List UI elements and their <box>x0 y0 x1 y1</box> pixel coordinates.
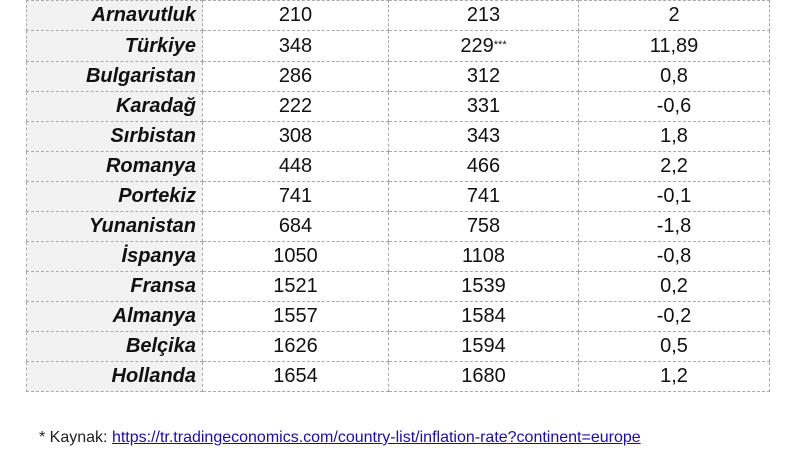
value-cell-col1: 286 <box>203 62 389 92</box>
data-table-container <box>26 0 769 392</box>
country-name-cell: Hollanda <box>27 362 203 392</box>
table-row <box>27 242 770 272</box>
country-name-cell: Belçika <box>27 332 203 362</box>
value-cell-col3: -0,6 <box>579 92 770 122</box>
value-cell-col1: 210 <box>203 1 389 31</box>
country-name-cell: Portekiz <box>27 182 203 212</box>
value-cell-col2 <box>389 362 579 392</box>
value-cell-col2-text: 1680 <box>461 365 506 387</box>
value-cell-col1: 308 <box>203 122 389 152</box>
value-cell-col2-text: 229 <box>460 35 494 57</box>
value-cell-col3: 2,2 <box>579 152 770 182</box>
source-footnote <box>39 428 641 448</box>
value-cell-col3: 0,8 <box>579 62 770 92</box>
table-row <box>27 182 770 212</box>
value-cell-col2-text: 312 <box>466 65 501 87</box>
value-cell-col1: 1557 <box>203 302 389 332</box>
value-cell-col1: 348 <box>203 31 389 62</box>
country-name-cell: İspanya <box>27 242 203 272</box>
value-cell-col3: 0,2 <box>579 272 770 302</box>
value-cell-col1: 1050 <box>203 242 389 272</box>
value-cell-col2-text: 1584 <box>461 305 506 327</box>
value-cell-col3: -0,1 <box>579 182 770 212</box>
table-row <box>27 302 770 332</box>
value-cell-col1: 741 <box>203 182 389 212</box>
value-cell-col3: 11,89 <box>579 31 770 62</box>
value-cell-col2-text: 466 <box>466 155 501 177</box>
country-name-cell: Fransa <box>27 272 203 302</box>
value-cell-col2 <box>389 332 579 362</box>
value-cell-col2 <box>389 212 579 242</box>
value-cell-col3: 0,5 <box>579 332 770 362</box>
source-prefix: * Kaynak: <box>39 429 108 446</box>
source-link[interactable]: https://tr.tradingeconomics.com/country-list/inflation-rate?continent=europe <box>111 429 641 446</box>
table-row <box>27 212 770 242</box>
value-cell-col1: 1626 <box>203 332 389 362</box>
country-name-cell: Bulgaristan <box>27 62 203 92</box>
value-cell-col3: -0,8 <box>579 242 770 272</box>
country-name-cell: Türkiye <box>27 31 203 62</box>
country-name-cell: Romanya <box>27 152 203 182</box>
value-cell-col2 <box>389 302 579 332</box>
value-cell-col3: 1,8 <box>579 122 770 152</box>
country-name-cell: Sırbistan <box>27 122 203 152</box>
value-cell-col2-text: 331 <box>466 95 501 117</box>
value-cell-col2 <box>389 272 579 302</box>
value-cell-col3: -1,8 <box>579 212 770 242</box>
value-cell-col2-text: 213 <box>466 4 501 26</box>
footnote-marker: *** <box>493 39 507 51</box>
table-row <box>27 272 770 302</box>
country-data-table <box>26 0 770 392</box>
value-cell-col2 <box>389 152 579 182</box>
table-row <box>27 122 770 152</box>
value-cell-col2 <box>389 1 579 31</box>
table-row <box>27 1 770 31</box>
value-cell-col2 <box>389 182 579 212</box>
value-cell-col3: 1,2 <box>579 362 770 392</box>
country-name-cell: Karadağ <box>27 92 203 122</box>
table-body <box>27 1 770 392</box>
table-row <box>27 362 770 392</box>
value-cell-col1: 684 <box>203 212 389 242</box>
value-cell-col2-text: 1539 <box>461 275 506 297</box>
table-row <box>27 92 770 122</box>
table-row <box>27 31 770 62</box>
table-row <box>27 62 770 92</box>
value-cell-col2-text: 758 <box>466 215 501 237</box>
value-cell-col2-text: 1108 <box>461 245 505 267</box>
value-cell-col2 <box>389 122 579 152</box>
value-cell-col2-text: 1594 <box>461 335 506 357</box>
table-row <box>27 332 770 362</box>
value-cell-col3: -0,2 <box>579 302 770 332</box>
value-cell-col2-text: 741 <box>466 185 501 207</box>
value-cell-col1: 1654 <box>203 362 389 392</box>
table-row <box>27 152 770 182</box>
value-cell-col2 <box>389 242 579 272</box>
value-cell-col2-text: 343 <box>466 125 501 147</box>
value-cell-col3: 2 <box>579 1 770 31</box>
value-cell-col1: 1521 <box>203 272 389 302</box>
value-cell-col1: 448 <box>203 152 389 182</box>
value-cell-col2 <box>389 62 579 92</box>
value-cell-col1: 222 <box>203 92 389 122</box>
country-name-cell: Yunanistan <box>27 212 203 242</box>
value-cell-col2 <box>389 31 579 62</box>
country-name-cell: Almanya <box>27 302 203 332</box>
country-name-cell: Arnavutluk <box>27 1 203 31</box>
value-cell-col2 <box>389 92 579 122</box>
